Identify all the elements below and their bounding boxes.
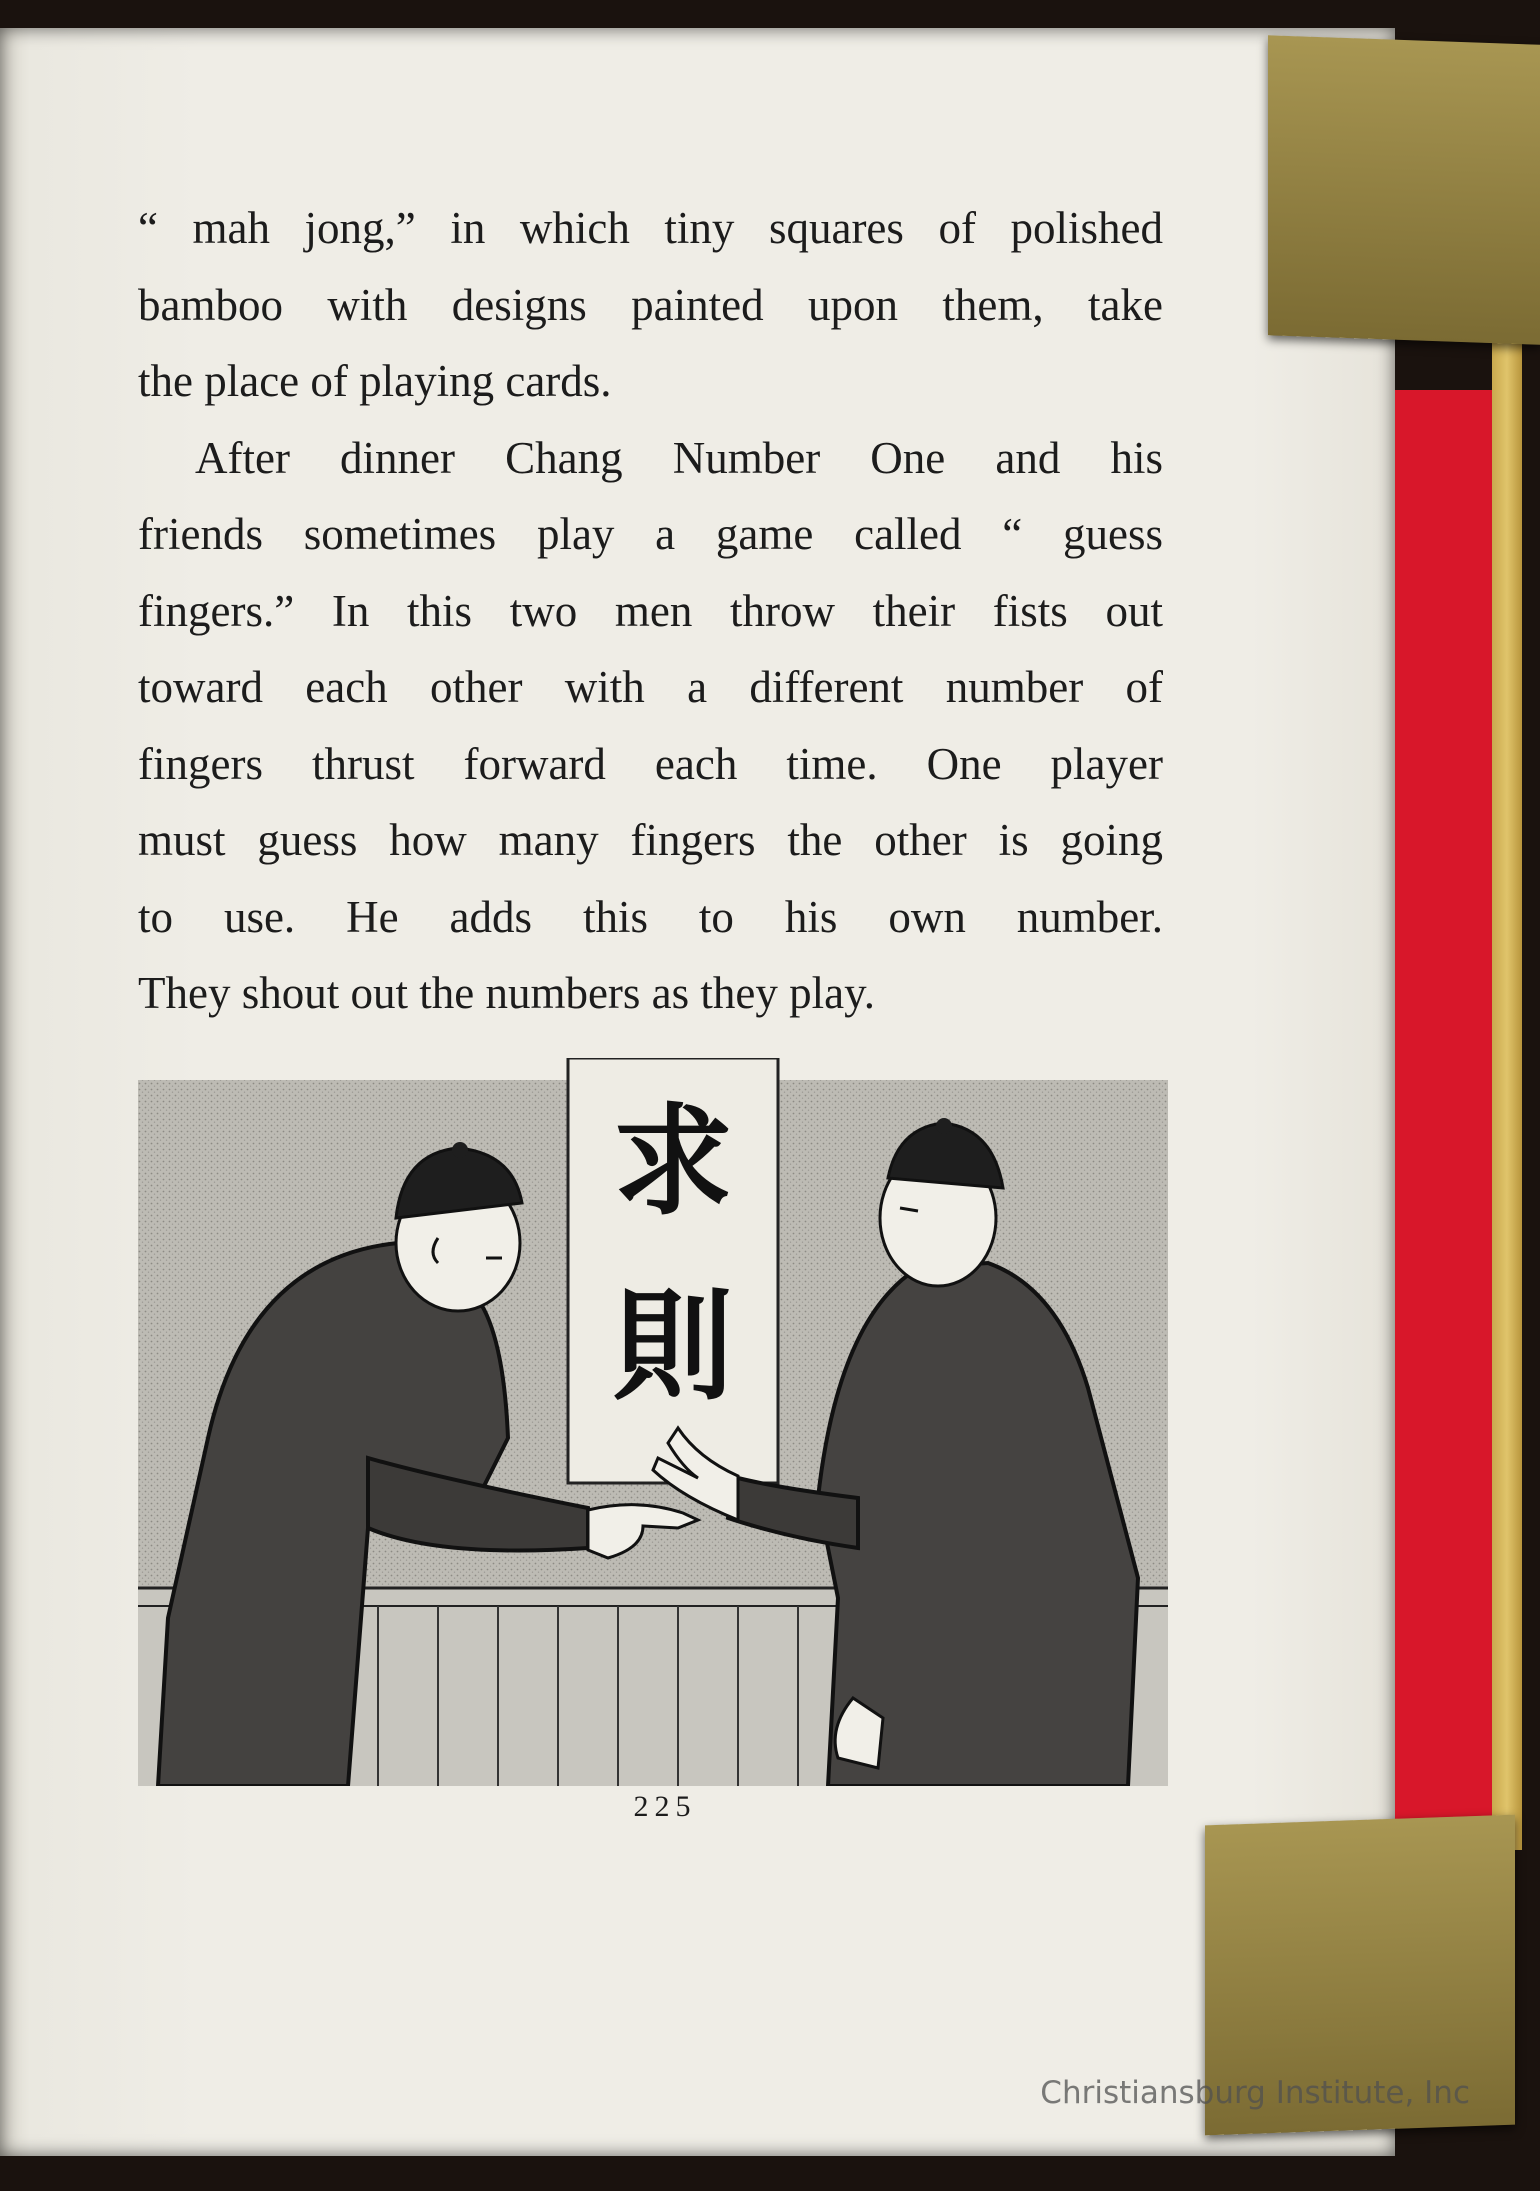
text-line: After dinner Chang Number One and his xyxy=(195,432,1163,483)
text-line: to use. He adds this to his own number. xyxy=(138,891,1163,942)
watermark: Christiansburg Institute, Inc xyxy=(1040,2075,1470,2111)
text-line: “ mah jong,” in which tiny squares of polished xyxy=(138,203,1163,253)
page-number: 225 xyxy=(633,1790,697,1823)
paragraph-2 xyxy=(138,420,1163,1032)
scroll-character-2: 則 xyxy=(613,1278,733,1417)
text-line: toward each other with a different number of xyxy=(138,662,1163,712)
guess-fingers-illustration xyxy=(138,1058,1168,1786)
text-line: the place of playing cards. xyxy=(138,356,612,406)
book-cover-edge xyxy=(1492,330,1522,1850)
paragraph-1 xyxy=(138,190,1163,420)
text-line: fingers thrust forward each time. One player xyxy=(138,738,1163,789)
body-text xyxy=(138,190,1163,1032)
book-cover-red xyxy=(1390,390,1502,1840)
text-line: They shout out the numbers as they play. xyxy=(138,968,875,1018)
text-line: bamboo with designs painted upon them, take xyxy=(138,279,1163,330)
scroll-character-1: 求 xyxy=(613,1093,733,1232)
binder-clip-top xyxy=(1268,35,1540,344)
text-line: friends sometimes play a game called “ guess xyxy=(138,509,1163,559)
text-line: fingers.” In this two men throw their fists out xyxy=(138,585,1163,636)
text-line: must guess how many fingers the other is going xyxy=(138,815,1163,865)
